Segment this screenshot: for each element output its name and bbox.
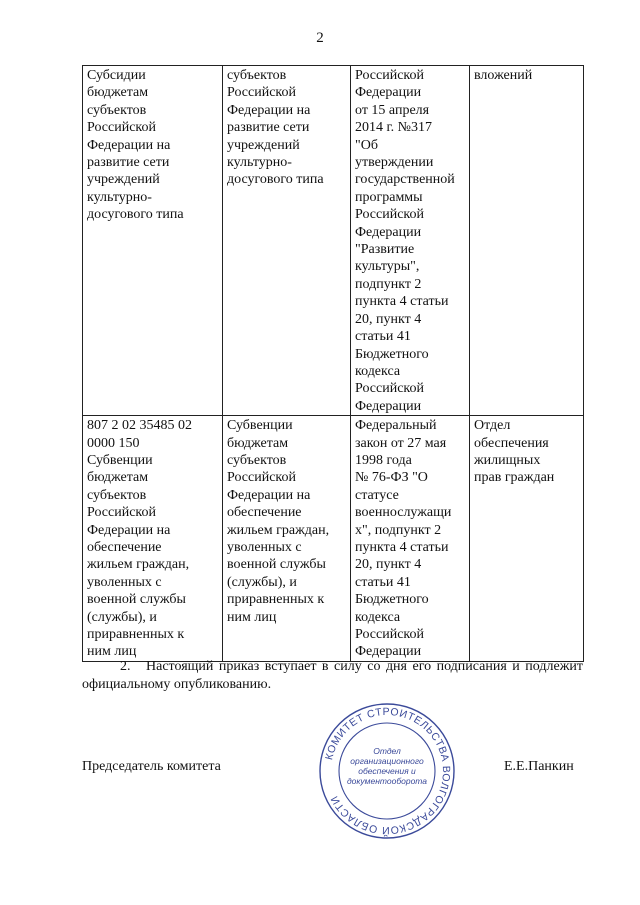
table-cell-income-name (83, 416, 223, 662)
table-cell-income-name (83, 66, 223, 416)
official-stamp (316, 700, 458, 842)
cell-text: Субсидии бюджетам субъектов Российской Федерации на развитие сети учреждений культурно- досугового типа (87, 68, 184, 223)
table-row (83, 416, 584, 662)
paragraph-text: Настоящий приказ вступает в силу со дня его подписания и подлежит официальному опубликованию. (82, 659, 583, 692)
order-paragraph (82, 658, 583, 694)
cell-text: Российской Федерации от 15 апреля 2014 г. №317 "Об утверждении государственной программы Российской Федерации "Развитие культуры", подпункт 2 пункта 4 статьи 20, пункт 4 статьи 41 Бюджетного кодекса Российской Федерации (355, 68, 455, 414)
cell-text: вложений (474, 68, 533, 83)
table-cell-description (223, 66, 351, 416)
budget-code: 807 2 02 35485 02 0000 150 (87, 418, 192, 451)
table-cell-department (470, 66, 584, 416)
signatory-name: Е.Е.Панкин (504, 759, 574, 774)
cell-text: Федеральный закон от 27 мая 1998 года № 76-ФЗ "О статусе военнослужащи х", подпункт 2 пункта 4 статьи 20, пункт 4 статьи 41 Бюджетного кодекса Российской Федерации (355, 418, 452, 660)
cell-text: субъектов Российской Федерации на развитие сети учреждений культурно- досугового типа (227, 68, 324, 188)
stamp-inner-text: Отдел организационного обеспечения и документооборота (346, 746, 428, 786)
cell-text: Субвенции бюджетам субъектов Российской Федерации на обеспечение жильем граждан, уволенных с военной службы (службы), и приравненных к ним лиц (87, 452, 190, 660)
table-cell-legal-basis (351, 416, 470, 662)
table-cell-description (223, 416, 351, 662)
budget-table (82, 65, 584, 662)
table-row (83, 66, 584, 416)
paragraph-number: 2. (120, 659, 131, 674)
stamp-inner-area (346, 746, 428, 800)
cell-text: Отдел обеспечения жилищных прав граждан (474, 418, 555, 486)
stamp-outer-text: КОМИТЕТ СТРОИТЕЛЬСТВА ВОЛГОГРАДСКОЙ ОБЛАСТИ (323, 705, 453, 837)
cell-text: Субвенции бюджетам субъектов Российской Федерации на обеспечение жильем граждан, уволенных с военной службы (службы), и приравненных к ним лиц (227, 418, 330, 625)
table-cell-legal-basis (351, 66, 470, 416)
table-cell-department (470, 416, 584, 662)
page-number: 2 (316, 30, 324, 46)
signatory-position: Председатель комитета (82, 759, 221, 774)
